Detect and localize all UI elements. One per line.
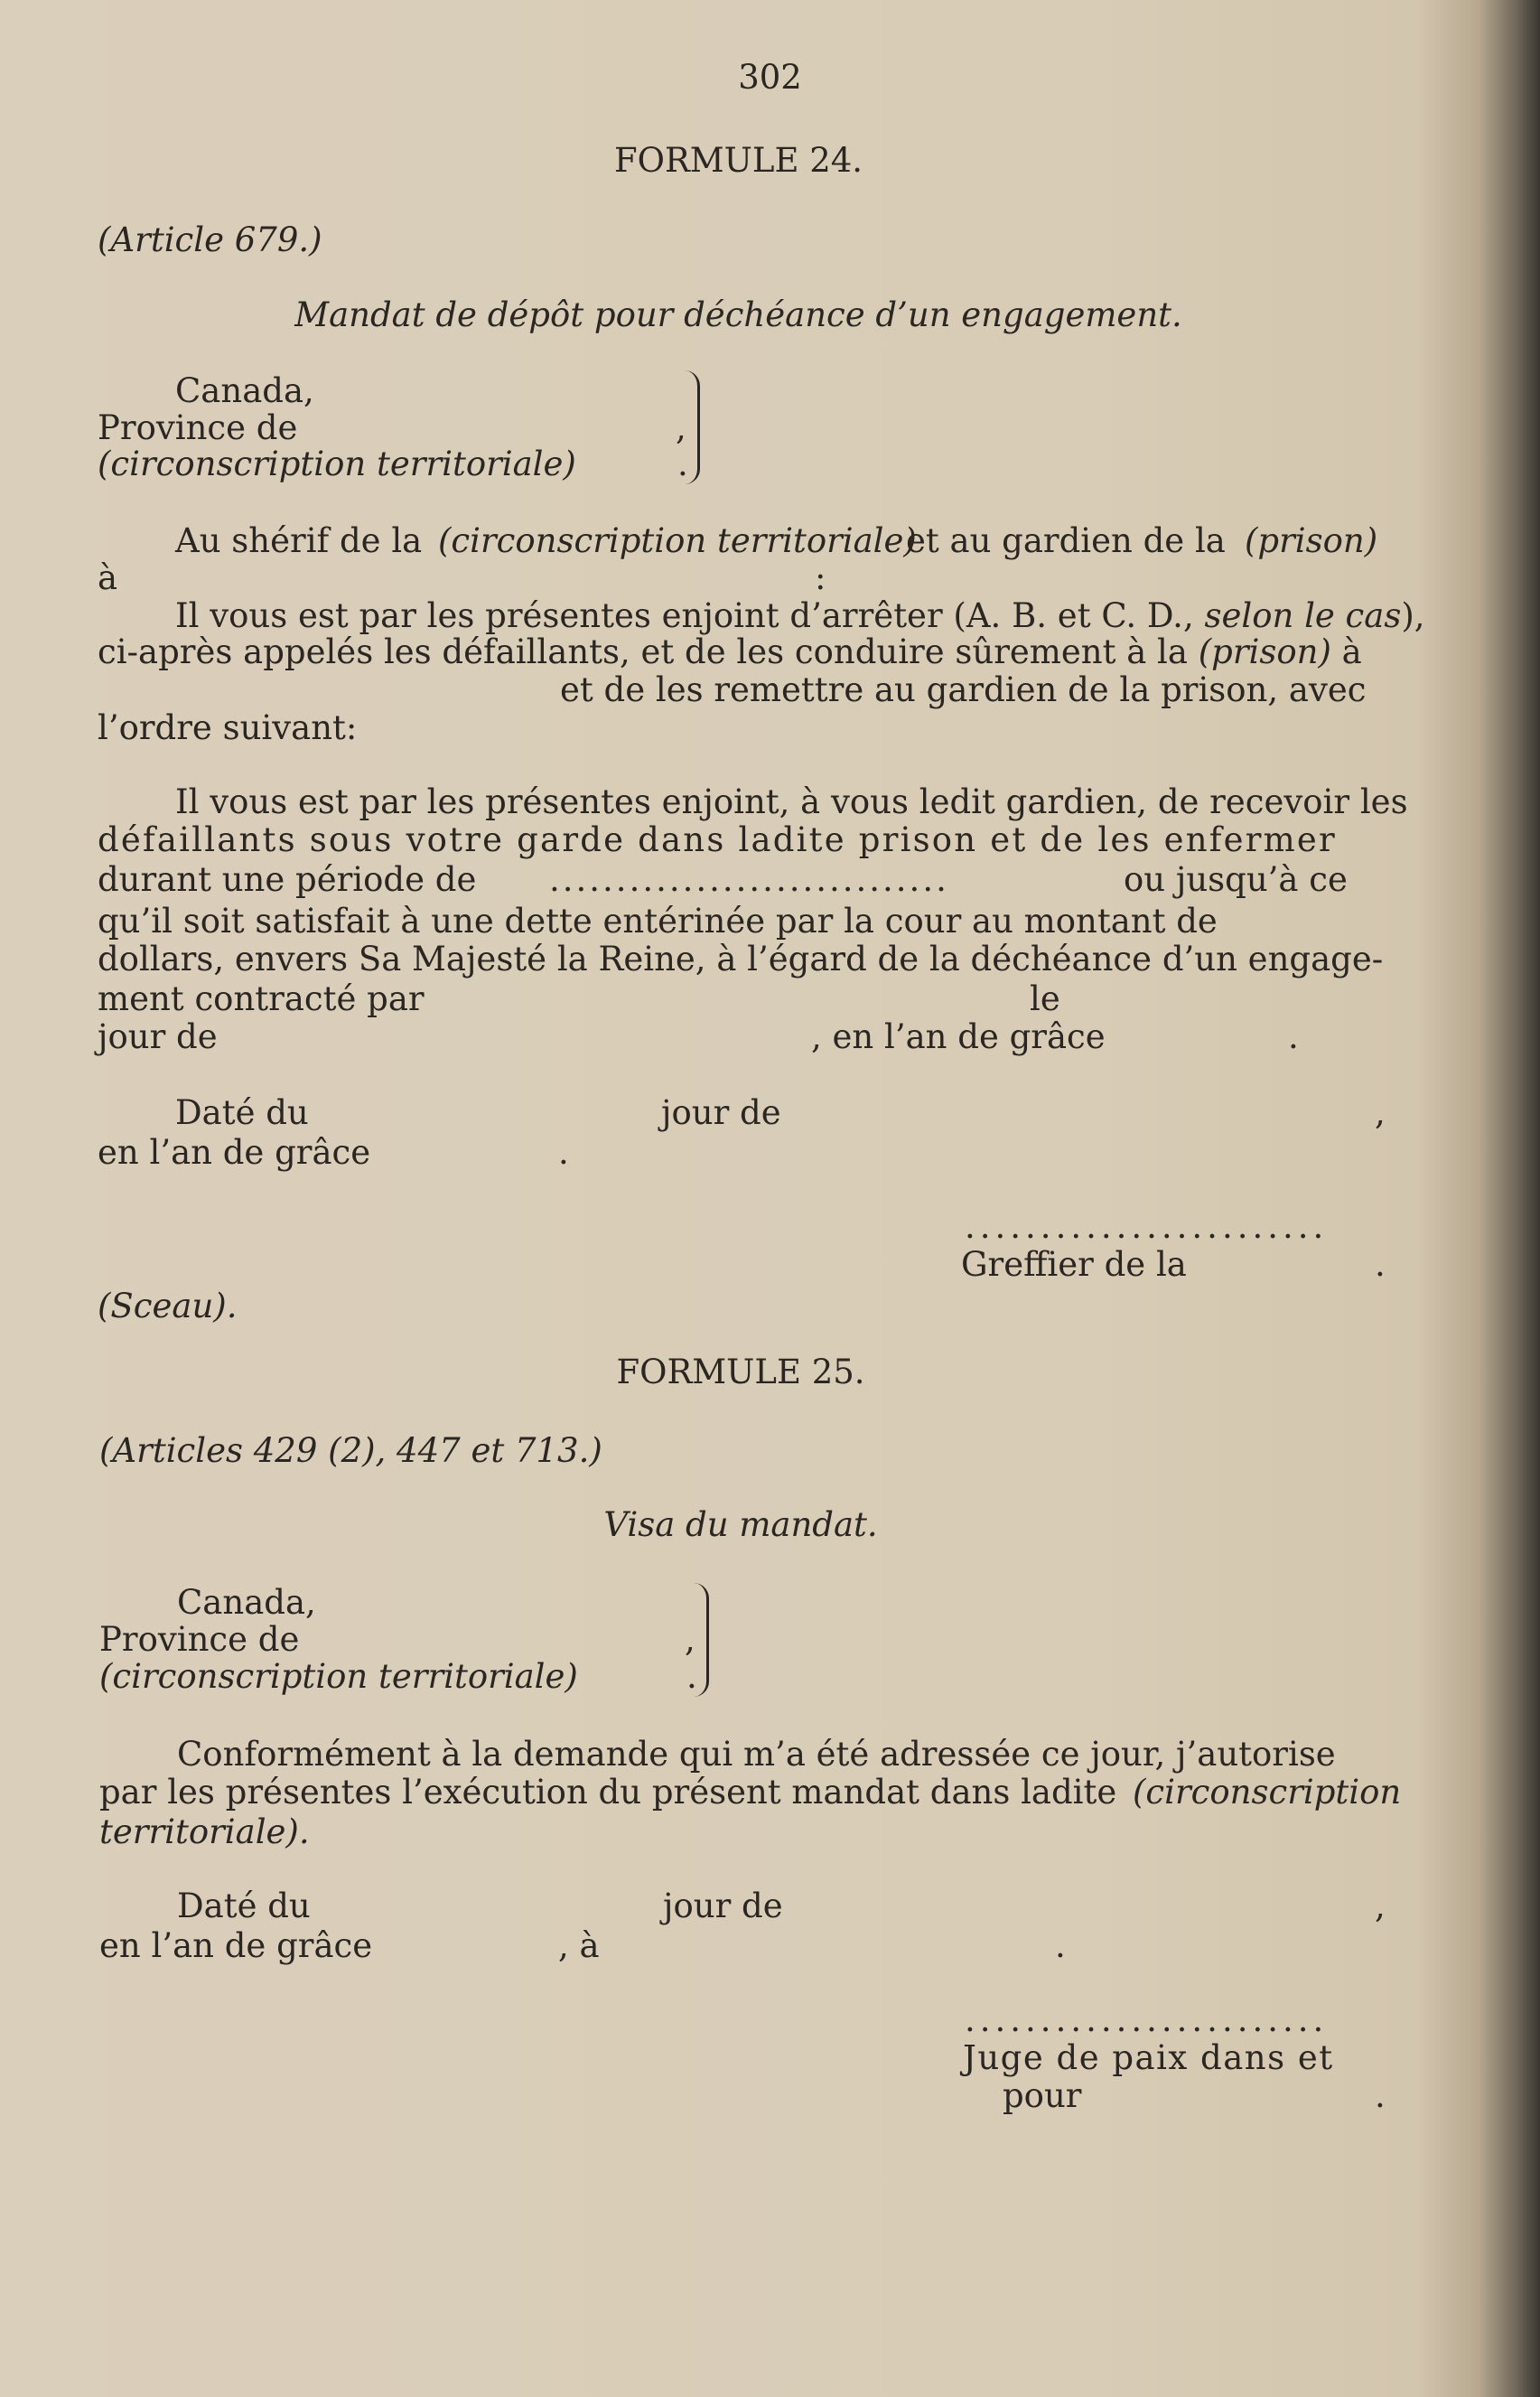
formule-25-heading: FORMULE 25.	[616, 1353, 865, 1391]
f24-p3-7a: jour de	[98, 1017, 218, 1056]
f24-p3-3c: ou jusqu’à ce	[1124, 860, 1348, 899]
f25-province-comma: ,	[685, 1620, 695, 1659]
f24-p3-6a: ment contracté par	[98, 979, 425, 1018]
f25-p1-2a: par les présentes l’exécution du présent mandat dans ladite	[99, 1773, 1117, 1812]
f24-p1-e: à	[98, 558, 118, 597]
f25-signature-dot: .	[1375, 2076, 1386, 2115]
f25-canada: Canada,	[177, 1583, 316, 1622]
f25-signature-label-1: Juge de paix dans et	[963, 2038, 1334, 2077]
f24-signature-dot: .	[1375, 1245, 1386, 1284]
formule-24-article: (Article 679.)	[98, 220, 322, 259]
page-number: 302	[738, 58, 802, 97]
f24-p2-d: ci-après appelés les défaillants, et de les conduire sûrement à la	[98, 632, 1188, 671]
f24-p3-3b: ..............................	[549, 860, 949, 899]
f24-p3-2-line	[98, 820, 1382, 860]
f24-p3-3a: durant une période de	[98, 860, 477, 899]
f24-p3-1: Il vous est par les présentes enjoint, à vous ledit gardien, de recevoir les	[175, 782, 1408, 821]
f25-date-c: ,	[1375, 1887, 1386, 1925]
f24-p2-h: l’ordre suivant:	[98, 708, 358, 747]
f24-signature-line: ........................	[965, 1207, 1329, 1246]
f25-date-d: en l’an de grâce	[99, 1926, 373, 1965]
f24-p2-c: ),	[1401, 596, 1425, 635]
f25-brace	[694, 1583, 709, 1697]
f24-p1-a: Au shérif de la	[175, 521, 423, 560]
f25-date-f: .	[1055, 1926, 1066, 1965]
f25-p1-2b: (circonscription	[1133, 1773, 1402, 1812]
f24-p3-2: défaillants sous votre garde dans ladite prison et de les enfermer	[98, 820, 1337, 859]
formule-25-article: (Articles 429 (2), 447 et 713.)	[99, 1431, 602, 1470]
formule-24-title: Mandat de dépôt pour déchéance d’un engagement.	[294, 295, 1182, 334]
f24-p2-b: selon le cas	[1204, 596, 1402, 635]
f24-date-d: en l’an de grâce	[98, 1133, 371, 1172]
f24-p1-d: (prison)	[1245, 521, 1378, 560]
f24-p2-f: à	[1341, 632, 1362, 671]
f24-seal: (Sceau).	[98, 1287, 238, 1325]
f24-p2-line2	[98, 632, 1362, 672]
f24-province: Province de	[98, 408, 298, 447]
f25-signature-line: ........................	[965, 2000, 1329, 2039]
f25-circonscription: (circonscription territoriale)	[99, 1657, 578, 1696]
f24-circonscription: (circonscription territoriale)	[98, 445, 576, 483]
f24-date-a: Daté du	[175, 1093, 309, 1132]
f24-p1-b: (circonscription territoriale)	[438, 521, 917, 560]
f24-date-b: jour de	[661, 1093, 781, 1132]
f25-date-b: jour de	[663, 1887, 783, 1925]
f24-p3-5: dollars, envers Sa Majesté la Reine, à l’égard de la déchéance d’un engage-	[98, 940, 1384, 978]
f25-signature-label-2: pour	[1003, 2076, 1082, 2115]
f24-canada: Canada,	[175, 371, 314, 410]
f24-p1-colon: :	[815, 558, 826, 597]
f25-date-a: Daté du	[177, 1887, 311, 1925]
f24-date-c: ,	[1375, 1093, 1386, 1132]
f24-date-e: .	[558, 1133, 569, 1172]
f24-signature-label: Greffier de la	[961, 1245, 1187, 1284]
f24-p3-4: qu’il soit satisfait à une dette entérinée par la cour au montant de	[98, 902, 1218, 941]
f25-circ-dot: .	[686, 1657, 697, 1696]
f24-circ-dot: .	[677, 445, 688, 483]
f24-p3-7c: .	[1288, 1017, 1299, 1056]
f24-p3-7b: , en l’an de grâce	[811, 1017, 1106, 1056]
f25-p1-1: Conformément à la demande qui m’a été adressée ce jour, j’autorise	[177, 1735, 1336, 1774]
f24-p2-a: Il vous est par les présentes enjoint d’arrêter (A. B. et C. D.,	[175, 596, 1194, 635]
f24-p2-g: et de les remettre au gardien de la prison, avec	[560, 670, 1367, 709]
f25-date-e: , à	[558, 1926, 600, 1965]
f24-province-comma: ,	[676, 408, 686, 447]
f25-p1-3: territoriale).	[99, 1812, 310, 1851]
f24-p3-6b: le	[1030, 979, 1060, 1018]
f24-p2-e: (prison)	[1198, 632, 1331, 671]
f24-p2-line1	[175, 596, 1425, 636]
formule-25-title: Visa du mandat.	[603, 1505, 878, 1544]
f24-p1-c: et au gardien de la	[906, 521, 1226, 560]
f25-province: Province de	[99, 1620, 300, 1659]
formule-24-heading: FORMULE 24.	[613, 141, 863, 180]
f24-brace	[685, 370, 700, 484]
